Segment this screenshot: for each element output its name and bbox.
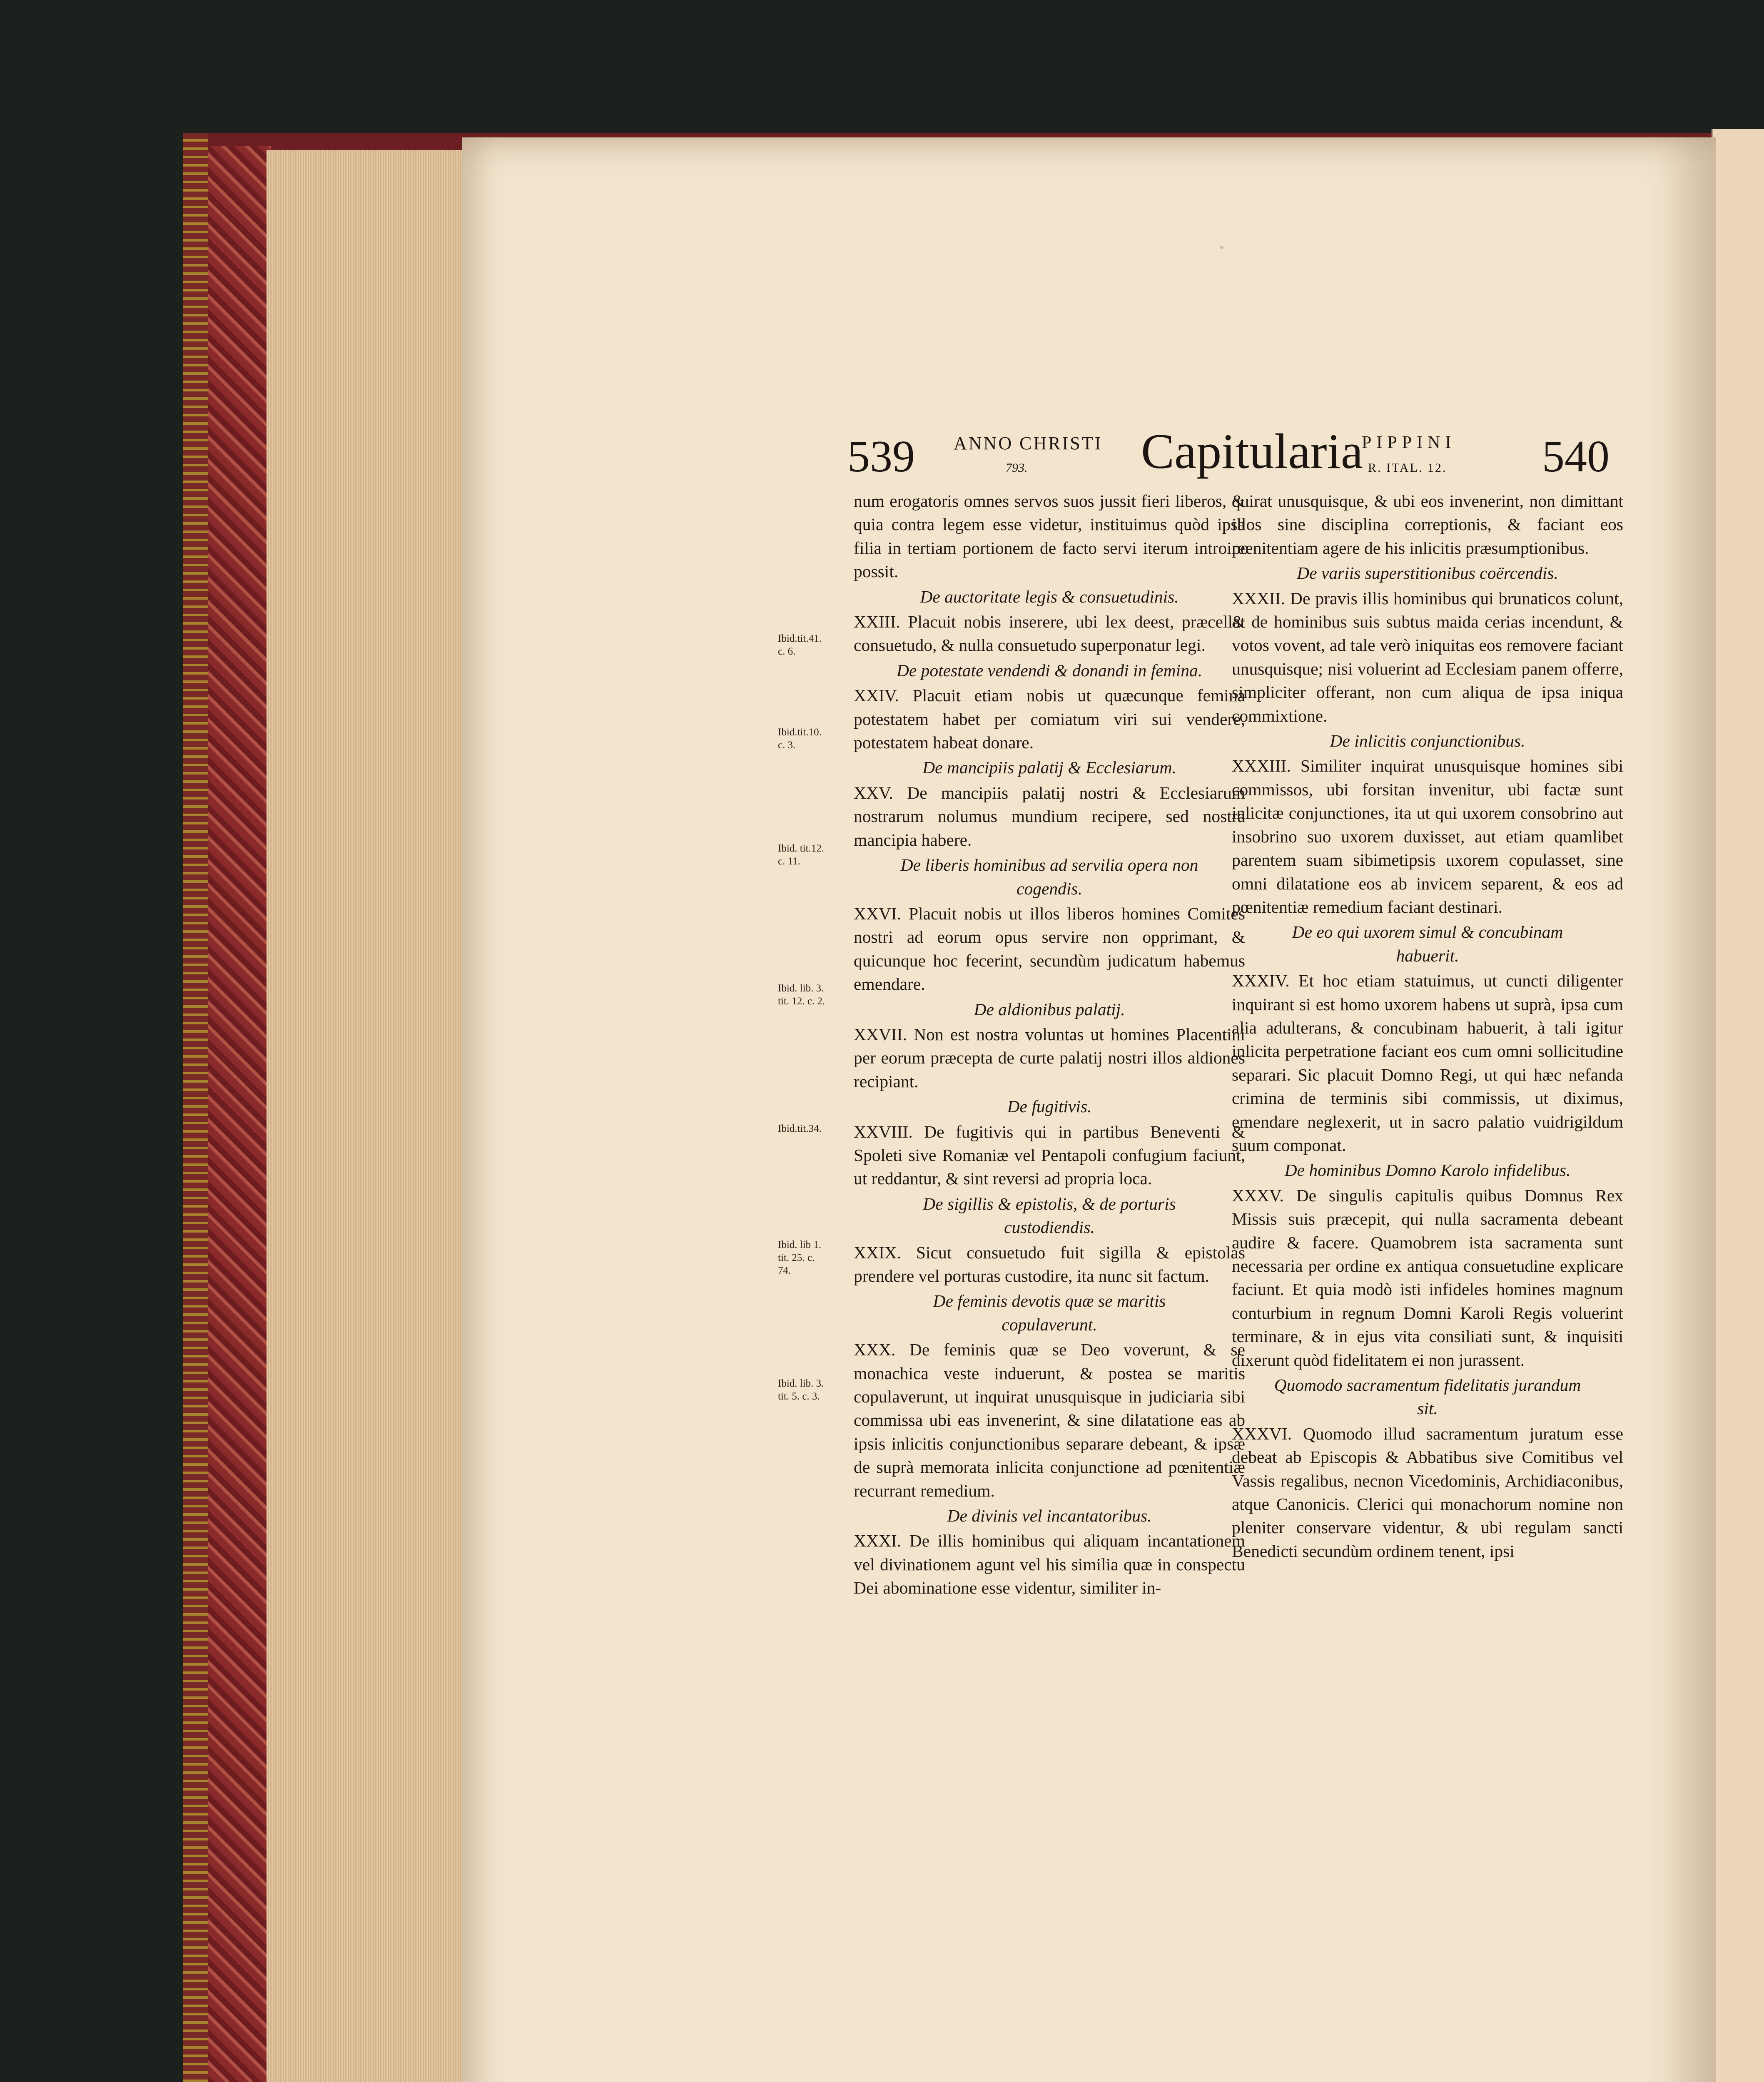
paragraph: XXXI. De illis hominibus qui aliquam incantationem vel divinationem agunt vel his similia quæ in conspectu Dei abominatione esse videntur, similiter in-	[854, 1531, 1245, 1598]
section-heading: De variis superstitionibus coërcendis.	[1297, 563, 1558, 583]
sidenote: Ibid. tit.12. c. 11.	[778, 843, 825, 867]
section-heading: De inlicitis conjunctionibus.	[1330, 731, 1525, 751]
paragraph: XXX. De feminis quæ se Deo voverunt, & se monachica veste induerunt, & postea se maritis copulaverunt, ut inquirat unusquisque in judiciaria sibi commissa ubi eas invenerint, & sine dilatatione eas ab ipsis inlicitis conjunctionibus separare debeant, & ipsæ de suprà memorata inlicita conjunctione ad pœnitentiæ recurrant remedium.	[854, 1340, 1245, 1500]
paragraph: num erogatoris omnes servos suos jussit fieri liberos, & quia contra legem esse videtur, instituimus quòd ipsa filia in tertiam portionem de facto servi iterum introire possit.	[854, 491, 1245, 581]
section-heading: De hominibus Domno Karolo infidelibus.	[1284, 1161, 1571, 1180]
paragraph: XXVI. Placuit nobis ut illos liberos homines Comites nostri ad eorum opus servire non opprimant, & quicunque hoc fecerint, secundùm judicatum habemus emendare.	[854, 904, 1245, 994]
section-heading: De potestate vendendi & donandi in femina.	[896, 660, 1203, 680]
paragraph: XXXIV. Et hoc etiam statuimus, ut cuncti diligenter inquirant si est homo uxorem habens ut suprà, ipsa cum alia adulterans, & concubinam habuerit, à tali igitur inlicita perpetratione faciant eos cum omni sollicitudine separari. Sic placuit Domno Regi, ut qui hæc nefanda crimina de terminis sibi commissis, ut diximus, emendare neglexerit, ut in sacro palatio vuidrigildum suum componat.	[1232, 971, 1623, 1155]
paragraph: XXVII. Non est nostra voluntas ut homines Placentini per eorum præcepta de curte palatij nostri illos aldiones recipiant.	[854, 1024, 1245, 1091]
section-heading: De auctoritate legis & consuetudinis.	[920, 587, 1179, 606]
page-number-right: 540	[1542, 432, 1610, 481]
section-heading: De liberis hominibus ad servilia opera non cogendis.	[900, 855, 1198, 898]
section-heading: De sigillis & epistolis, & de porturis custodiendis.	[923, 1194, 1176, 1237]
running-head	[847, 423, 1610, 485]
paragraph: XXXII. De pravis illis hominibus qui brunaticos colunt, & de hominibus suis subtus maida cerias incendunt, & votos vovent, ad tale verò iniquitas eos removere faciant unusquisque; nisi voluerint ad Ecclesiam panem offerre, simpliciter offerant, non cum aliqua de ipsa iniqua commixtione.	[1232, 588, 1623, 725]
page-block-edge	[267, 150, 466, 2082]
section-heading: De feminis devotis quæ se maritis copulaverunt.	[933, 1291, 1166, 1334]
section-heading: De fugitivis.	[1007, 1097, 1092, 1116]
pippini-label: PIPPINI	[1362, 433, 1456, 452]
paragraph: quirat unusquisque, & ubi eos invenerint, non dimittant illos sine disciplina correptionis, & faciant eos pœnitentiam agere de his inlicitis præsumptionibus.	[1232, 491, 1623, 558]
regnal-year: R. ITAL. 12.	[1368, 461, 1447, 475]
paper-speck	[1220, 246, 1223, 249]
gilt-cover-edge	[183, 133, 208, 2082]
section-heading: De divinis vel incantatoribus.	[947, 1506, 1152, 1526]
paragraph: XXXVI. Quomodo illud sacramentum juratum esse debeat ab Episcopis & Abbatibus sive Comitibus vel Vassis regalibus, necnon Vicedominis, Archidiaconibus, atque Canonicis. Clerici qui monachorum nomine non pleniter conservare videntur, & ubi regulam sancti Benedicti secundùm ordinem tenent, ipsi	[1232, 1424, 1623, 1561]
anno-year: 793.	[1006, 461, 1028, 475]
sidenote: Ibid. lib. 3. tit. 5. c. 3.	[778, 1378, 824, 1402]
paragraph: XXIX. Sicut consuetudo fuit sigilla & epistolas prendere vel porturas custodire, ita nunc sit factum.	[854, 1243, 1245, 1285]
facing-page-edge	[1712, 129, 1764, 2082]
section-heading: Quomodo sacramentum fidelitatis jurandum sit.	[1274, 1375, 1581, 1418]
text-column-left	[854, 489, 1245, 1601]
paragraph: XXXV. De singulis capitulis quibus Domnus Rex Missis suis præcepit, qui nulla sacramenta debeant audire & facere. Quamobrem ista sacramenta sunt necessaria per ordine ex antiqua consuetudine explicare faciunt. Et quia modò isti infideles homines magnum conturbium in regnum Domni Karoli Regis voluerint terminare, & in ejus vita consiliati sunt, & inquisiti dixerunt quòd fidelitatem ei non jurassent.	[1232, 1185, 1623, 1370]
running-title: Capitularia	[1141, 423, 1363, 479]
paragraph: XXV. De mancipiis palatij nostri & Ecclesiarum nostrarum nolumus mundium recipere, sed nostra mancipia habere.	[854, 783, 1245, 849]
sidenote: Ibid.tit.41. c. 6.	[778, 633, 822, 657]
sidenote: Ibid.tit.34.	[778, 1123, 822, 1134]
paragraph: XXIV. Placuit etiam nobis ut quæcunque femina potestatem habet per comiatum viri sui vendere, potestatem habeat donare.	[854, 686, 1245, 752]
paragraph: XXXIII. Similiter inquirat unusquisque homines sibi commissos, ubi forsitan invenitur, ubi factæ sunt inlicitæ conjunctiones, ita ut qui uxorem consobrino aut insobrino suo uxorem duxisset, aut etiam quamlibet parentem suam sibimetipsis uxorem copulasset, sine omni dilatatione eos ab invicem separent, & eos ad pœnitentiæ remedium faciant destinari.	[1232, 756, 1623, 916]
section-heading: De aldionibus palatij.	[974, 999, 1125, 1019]
marbled-endpaper	[208, 146, 271, 2082]
sidenote: Ibid. lib. 3. tit. 12. c. 2.	[778, 983, 825, 1007]
section-heading: De mancipiis palatij & Ecclesiarum.	[922, 758, 1176, 777]
section-heading: De eo qui uxorem simul & concubinam habuerit.	[1292, 922, 1563, 965]
paragraph: XXVIII. De fugitivis qui in partibus Beneventi & Spoleti sive Romaniæ vel Pentapoli confugium faciunt, ut reddantur, & sint reversi ad propria loca.	[854, 1122, 1245, 1188]
text-column-right	[1232, 489, 1623, 1564]
page-number-left: 539	[847, 432, 915, 481]
sidenote: Ibid. lib 1. tit. 25. c. 74.	[778, 1239, 822, 1276]
anno-christi-label: ANNO CHRISTI	[954, 433, 1103, 453]
sidenote: Ibid.tit.10. c. 3.	[778, 727, 822, 751]
paragraph: XXIII. Placuit nobis inserere, ubi lex deest, præcellat consuetudo, & nulla consuetudo superponatur legi.	[854, 612, 1245, 655]
